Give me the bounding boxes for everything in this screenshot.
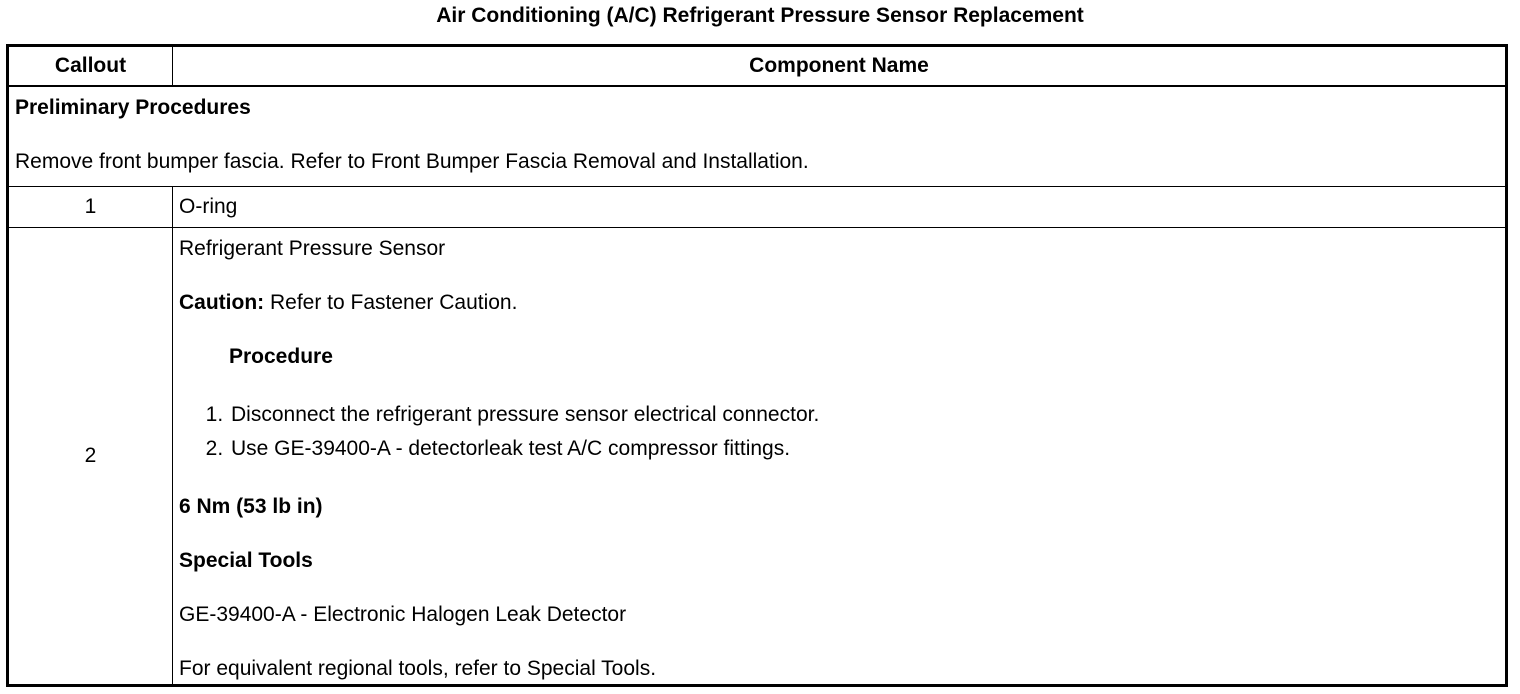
table-row bbox=[8, 228, 1507, 686]
preliminary-procedures-text: Remove front bumper fascia. Refer to Front Bumper Fascia Removal and Installation. bbox=[15, 150, 809, 173]
document-title: Air Conditioning (A/C) Refrigerant Pressure Sensor Replacement bbox=[436, 4, 1084, 27]
special-tools-heading: Special Tools bbox=[179, 549, 313, 572]
procedure-step: 2. Use GE-39400-A - detectorleak test A/C compressor fittings. bbox=[229, 432, 1499, 466]
component-name: O-ring bbox=[173, 187, 1507, 228]
procedure-steps-list bbox=[179, 398, 1499, 466]
procedure-step: 1. Disconnect the refrigerant pressure sensor electrical connector. bbox=[229, 398, 1499, 432]
preliminary-procedures-heading: Preliminary Procedures bbox=[15, 96, 251, 119]
preliminary-procedures-row bbox=[8, 86, 1507, 187]
special-tool-item: GE-39400-A - Electronic Halogen Leak Detector bbox=[179, 603, 627, 626]
callout-number: 1 bbox=[8, 187, 173, 228]
table-row bbox=[8, 187, 1507, 228]
torque-spec: 6 Nm (53 lb in) bbox=[179, 495, 323, 518]
callout-column-header: Callout bbox=[8, 46, 173, 87]
caution-note bbox=[179, 290, 1499, 316]
procedure-table bbox=[6, 44, 1508, 687]
component-detail-cell bbox=[173, 228, 1507, 686]
table-header-row bbox=[8, 46, 1507, 87]
component-name-column-header: Component Name bbox=[173, 46, 1507, 87]
component-name: Refrigerant Pressure Sensor bbox=[179, 237, 446, 260]
procedure-heading: Procedure bbox=[229, 345, 333, 368]
caution-text: Refer to Fastener Caution. bbox=[264, 291, 518, 314]
preliminary-procedures-cell bbox=[8, 86, 1507, 187]
regional-tools-note: For equivalent regional tools, refer to Special Tools. bbox=[179, 657, 657, 680]
callout-number: 2 bbox=[8, 228, 173, 686]
caution-label: Caution: bbox=[179, 291, 265, 314]
